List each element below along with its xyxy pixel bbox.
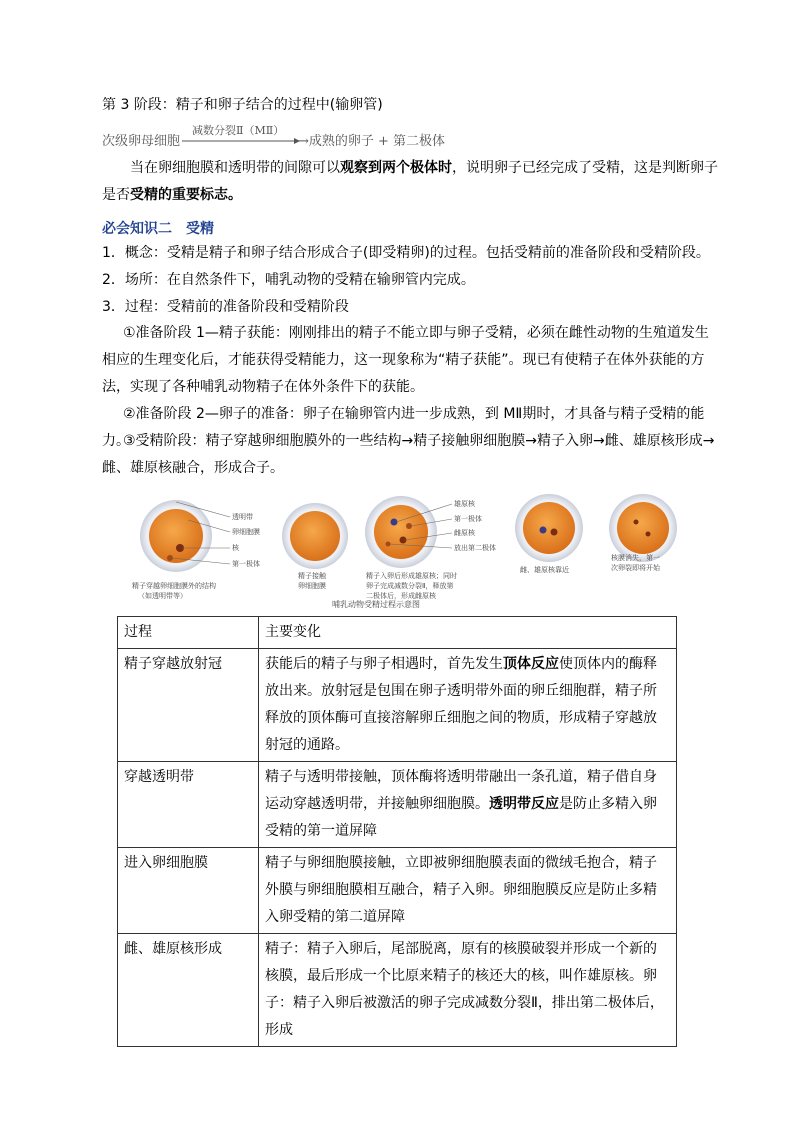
change-text: 是防止多精入卵受精的第一道屏障: [265, 796, 657, 839]
change-text: 使顶体内的酶释放出来。放射冠是包围在卵子透明带外面的卵丘细胞群，精子所释放的顶体酶可直接溶解卵丘细胞之间的物质，形成精子穿越放射冠的通路。: [265, 656, 657, 753]
cell5-spot-a: [634, 520, 639, 525]
label-first-polar-body-3: 第一极体: [454, 515, 482, 523]
change-text: 精子与透明带接触，顶体酶将透明带融出一条孔道，精子借自身运动穿越透明带，并接触卵细胞膜。: [265, 769, 657, 812]
cell1-egg: [149, 509, 203, 563]
label-male-pronucleus: 雄原核: [454, 500, 475, 508]
header-change: 主要变化: [259, 617, 677, 649]
note-bold: 观察到两个极体时: [340, 160, 452, 176]
meiosis-flow: [102, 122, 462, 150]
cell4-pronucleus-a: [540, 527, 547, 534]
row-process: 雌、雄原核形成: [118, 934, 259, 1047]
change-bold: 顶体反应: [503, 656, 559, 672]
caption-cell5-b: 次卵裂即将开始: [611, 564, 660, 572]
diagram-caption: 哺乳动物受精过程示意图: [332, 600, 420, 609]
label-female-pronucleus: 雌原核: [454, 529, 475, 537]
label-zona: 透明带: [232, 513, 253, 521]
section-heading: 必会知识二 受精: [102, 221, 214, 237]
stage3-note: [102, 155, 722, 209]
row-change: [259, 848, 677, 934]
label-second-polar-body: 放出第二极体: [454, 544, 496, 552]
change-text: 精子：精子入卵后，尾部脱离，原有的核膜破裂并形成一个新的核膜，最后形成一个比原来精子的核还大的核，叫作雄原核。卵子：精子入卵后被激活的卵子完成减数分裂Ⅱ，排出第二极体后，形成: [265, 941, 664, 1038]
location-item: 2．场所：在自然条件下，哺乳动物的受精在输卵管内完成。: [102, 272, 475, 288]
caption-cell3-c: 二极体后，形成雌原核: [366, 592, 436, 600]
note-part: ，说明卵子已经完成了受精，这是判断卵子是否: [102, 160, 718, 203]
row-process: 穿越透明带: [118, 762, 259, 848]
table-header-row: [118, 617, 677, 649]
change-bold: 透明带反应: [489, 796, 559, 812]
process-item: 3．过程：受精前的准备阶段和受精阶段: [102, 299, 349, 315]
cell3-egg: [374, 505, 428, 559]
table-row: [118, 848, 677, 934]
cell3-second-polar-body: [386, 542, 391, 547]
flow-arrow-label: 减数分裂Ⅱ（MⅡ）: [192, 124, 285, 137]
fertilization-table: [117, 616, 677, 1047]
label-nucleus: 核: [232, 544, 239, 552]
concept-item: 1．概念：受精是精子和卵子结合形成合子(即受精卵)的过程。包括受精前的准备阶段和受精阶段。: [102, 245, 710, 261]
caption-cell5-a: 核膜消失，第一: [611, 554, 660, 562]
row-process: 精子穿越放射冠: [118, 649, 259, 762]
row-process: 进入卵细胞膜: [118, 848, 259, 934]
caption-cell2-b: 卵细胞膜: [298, 582, 326, 590]
change-text: 精子与卵细胞膜接触，立即被卵细胞膜表面的微绒毛抱合，精子外膜与卵细胞膜相互融合，精子入卵。卵细胞膜反应是防止多精入卵受精的第二道屏障: [265, 855, 657, 925]
table-row: [118, 649, 677, 762]
caption-cell1-a: 精子穿越卵细胞膜外的结构: [132, 582, 216, 590]
flow-left: 次级卵母细胞: [102, 134, 181, 149]
header-process: 过程: [118, 617, 259, 649]
cell5-spot-b: [646, 532, 651, 537]
note-part: 当在卵细胞膜和透明带的间隙可以: [130, 160, 340, 176]
label-membrane: 卵细胞膜: [232, 528, 260, 536]
caption-cell3-a: 精子入卵后形成雄原核；同时: [366, 572, 457, 580]
cell4-pronucleus-b: [551, 529, 558, 536]
row-change: [259, 649, 677, 762]
note-bold-end: 受精的重要标志。: [130, 187, 242, 203]
fertilization-stage: ③受精阶段：精子穿越卵细胞膜外的一些结构→精子接触卵细胞膜→精子入卵→雌、雄原核形成→雌、雄原核融合，形成合子。: [102, 433, 715, 476]
caption-cell3-b: 卵子完成减数分裂Ⅱ，释放第: [366, 582, 454, 590]
cell2-egg: [290, 511, 340, 561]
prep-stage-1: ①准备阶段 1—精子获能：刚刚排出的精子不能立即与卵子受精，必须在雌性动物的生殖道发生相应的生理变化后，才能获得受精能力，这一现象称为“精子获能”。现已有使精子在体外获能的方法，实现了各种哺乳动物精子在体外条件下的获能。: [102, 325, 709, 395]
flow-arrow: [182, 137, 300, 145]
caption-cell2-a: 精子接触: [298, 572, 326, 580]
cell5-egg: [617, 502, 669, 554]
flow-right: →成熟的卵子 + 第二极体: [298, 134, 446, 149]
change-text: 获能后的精子与卵子相遇时，首先发生: [265, 656, 503, 672]
cell4-egg: [523, 502, 575, 554]
row-change: [259, 762, 677, 848]
table-row: [118, 934, 677, 1047]
stage3-title: 第 3 阶段：精子和卵子结合的过程中(输卵管): [102, 97, 383, 113]
prep-stage-2: ②准备阶段 2—卵子的准备：卵子在输卵管内进一步成熟，到 MⅡ期时，才具备与精子受精的能力。: [102, 406, 705, 449]
caption-cell4: 雌、雄原核靠近: [520, 566, 569, 574]
table-row: [118, 762, 677, 848]
label-first-polar-body: 第一极体: [232, 560, 260, 568]
row-change: [259, 934, 677, 1047]
fertilization-diagram: [118, 490, 698, 614]
caption-cell1-b: （如透明带等）: [138, 592, 187, 600]
